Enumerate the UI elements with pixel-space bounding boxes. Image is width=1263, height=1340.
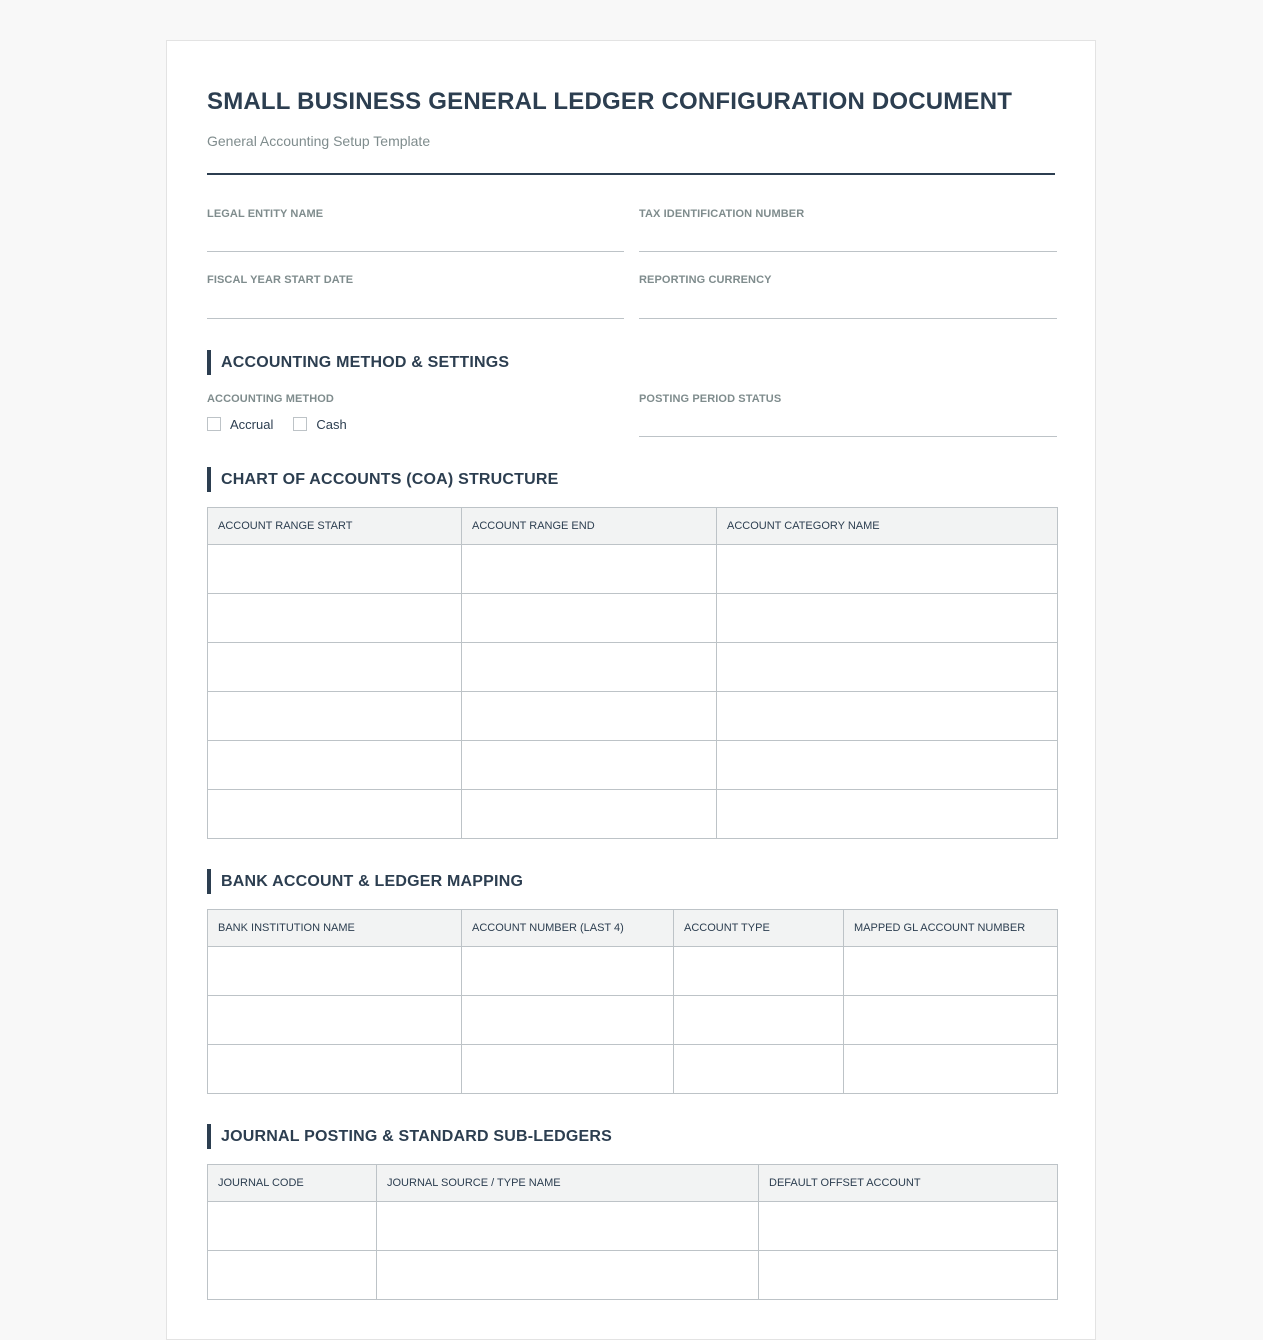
document-title: SMALL BUSINESS GENERAL LEDGER CONFIGURATION DOCUMENT — [207, 88, 1013, 115]
table-cell[interactable] — [717, 643, 1058, 692]
accounting-method-row — [207, 393, 1055, 437]
accounting-method-label: ACCOUNTING METHOD — [207, 393, 334, 405]
accounting-method-field — [207, 393, 624, 437]
journal-col-source-type: JOURNAL SOURCE / TYPE NAME — [377, 1165, 759, 1202]
table-cell[interactable] — [377, 1202, 759, 1251]
journal-body — [208, 1202, 1058, 1300]
accounting-method-options — [207, 415, 624, 433]
entity-fields-row-1 — [207, 208, 1055, 252]
cash-option[interactable] — [293, 417, 346, 432]
bank-col-account-number: ACCOUNT NUMBER (LAST 4) — [462, 910, 674, 947]
table-row — [208, 790, 1058, 839]
table-cell[interactable] — [462, 1045, 674, 1094]
coa-col-range-end: ACCOUNT RANGE END — [462, 508, 717, 545]
legal-entity-name-field — [207, 208, 624, 252]
fiscal-year-start-input-line[interactable] — [207, 318, 624, 319]
accrual-option[interactable] — [207, 417, 273, 432]
table-cell[interactable] — [208, 643, 462, 692]
bank-body — [208, 947, 1058, 1094]
table-row — [208, 1045, 1058, 1094]
accounting-method-heading: ACCOUNTING METHOD & SETTINGS — [207, 350, 1055, 375]
coa-body — [208, 545, 1058, 839]
table-cell[interactable] — [208, 594, 462, 643]
journal-header-row — [208, 1165, 1058, 1202]
table-cell[interactable] — [674, 1045, 844, 1094]
bank-table — [207, 909, 1058, 1094]
table-row — [208, 643, 1058, 692]
table-row — [208, 692, 1058, 741]
table-cell[interactable] — [759, 1251, 1058, 1300]
table-cell[interactable] — [208, 1202, 377, 1251]
bank-col-institution: BANK INSTITUTION NAME — [208, 910, 462, 947]
cash-label: Cash — [316, 416, 347, 432]
journal-heading: JOURNAL POSTING & STANDARD SUB-LEDGERS — [207, 1124, 1055, 1149]
table-cell[interactable] — [717, 594, 1058, 643]
accrual-label: Accrual — [230, 416, 274, 432]
reporting-currency-field — [639, 274, 1057, 319]
table-row — [208, 996, 1058, 1045]
table-cell[interactable] — [208, 996, 462, 1045]
table-cell[interactable] — [717, 741, 1058, 790]
table-cell[interactable] — [844, 996, 1058, 1045]
table-cell[interactable] — [717, 692, 1058, 741]
legal-entity-name-input-line[interactable] — [207, 251, 624, 252]
table-row — [208, 741, 1058, 790]
table-cell[interactable] — [462, 790, 717, 839]
table-cell[interactable] — [208, 741, 462, 790]
tax-id-input-line[interactable] — [639, 251, 1057, 252]
coa-heading: CHART OF ACCOUNTS (COA) STRUCTURE — [207, 467, 1055, 492]
table-cell[interactable] — [208, 1045, 462, 1094]
coa-col-range-start: ACCOUNT RANGE START — [208, 508, 462, 545]
title-divider — [207, 173, 1055, 175]
bank-col-account-type: ACCOUNT TYPE — [674, 910, 844, 947]
table-cell[interactable] — [208, 1251, 377, 1300]
cash-checkbox[interactable] — [293, 417, 307, 431]
table-row — [208, 545, 1058, 594]
table-cell[interactable] — [759, 1202, 1058, 1251]
journal-table — [207, 1164, 1058, 1300]
posting-period-label: POSTING PERIOD STATUS — [639, 393, 782, 405]
table-cell[interactable] — [208, 692, 462, 741]
table-row — [208, 594, 1058, 643]
table-cell[interactable] — [208, 545, 462, 594]
journal-col-offset-account: DEFAULT OFFSET ACCOUNT — [759, 1165, 1058, 1202]
journal-col-code: JOURNAL CODE — [208, 1165, 377, 1202]
document-page — [166, 40, 1096, 1340]
table-cell[interactable] — [462, 643, 717, 692]
table-cell[interactable] — [462, 996, 674, 1045]
fiscal-year-start-field — [207, 274, 624, 319]
table-cell[interactable] — [462, 741, 717, 790]
posting-period-field — [639, 393, 1057, 437]
table-cell[interactable] — [717, 545, 1058, 594]
accrual-checkbox[interactable] — [207, 417, 221, 431]
table-cell[interactable] — [208, 790, 462, 839]
bank-col-mapped-gl: MAPPED GL ACCOUNT NUMBER — [844, 910, 1058, 947]
posting-period-input-line[interactable] — [639, 436, 1057, 437]
table-cell[interactable] — [462, 692, 717, 741]
coa-table — [207, 507, 1058, 839]
reporting-currency-label: REPORTING CURRENCY — [639, 274, 772, 286]
table-cell[interactable] — [844, 1045, 1058, 1094]
table-row — [208, 1251, 1058, 1300]
coa-col-category-name: ACCOUNT CATEGORY NAME — [717, 508, 1058, 545]
tax-id-field — [639, 208, 1057, 252]
table-row — [208, 1202, 1058, 1251]
table-cell[interactable] — [462, 545, 717, 594]
bank-heading: BANK ACCOUNT & LEDGER MAPPING — [207, 869, 1055, 894]
legal-entity-name-label: LEGAL ENTITY NAME — [207, 208, 324, 220]
entity-fields-row-2 — [207, 274, 1055, 319]
table-cell[interactable] — [462, 947, 674, 996]
table-row — [208, 947, 1058, 996]
table-cell[interactable] — [844, 947, 1058, 996]
coa-header-row — [208, 508, 1058, 545]
table-cell[interactable] — [462, 594, 717, 643]
document-subtitle: General Accounting Setup Template — [207, 133, 431, 149]
reporting-currency-input-line[interactable] — [639, 318, 1057, 319]
bank-header-row — [208, 910, 1058, 947]
table-cell[interactable] — [208, 947, 462, 996]
table-cell[interactable] — [674, 996, 844, 1045]
table-cell[interactable] — [377, 1251, 759, 1300]
tax-id-label: TAX IDENTIFICATION NUMBER — [639, 208, 805, 220]
table-cell[interactable] — [717, 790, 1058, 839]
table-cell[interactable] — [674, 947, 844, 996]
fiscal-year-start-label: FISCAL YEAR START DATE — [207, 274, 354, 286]
